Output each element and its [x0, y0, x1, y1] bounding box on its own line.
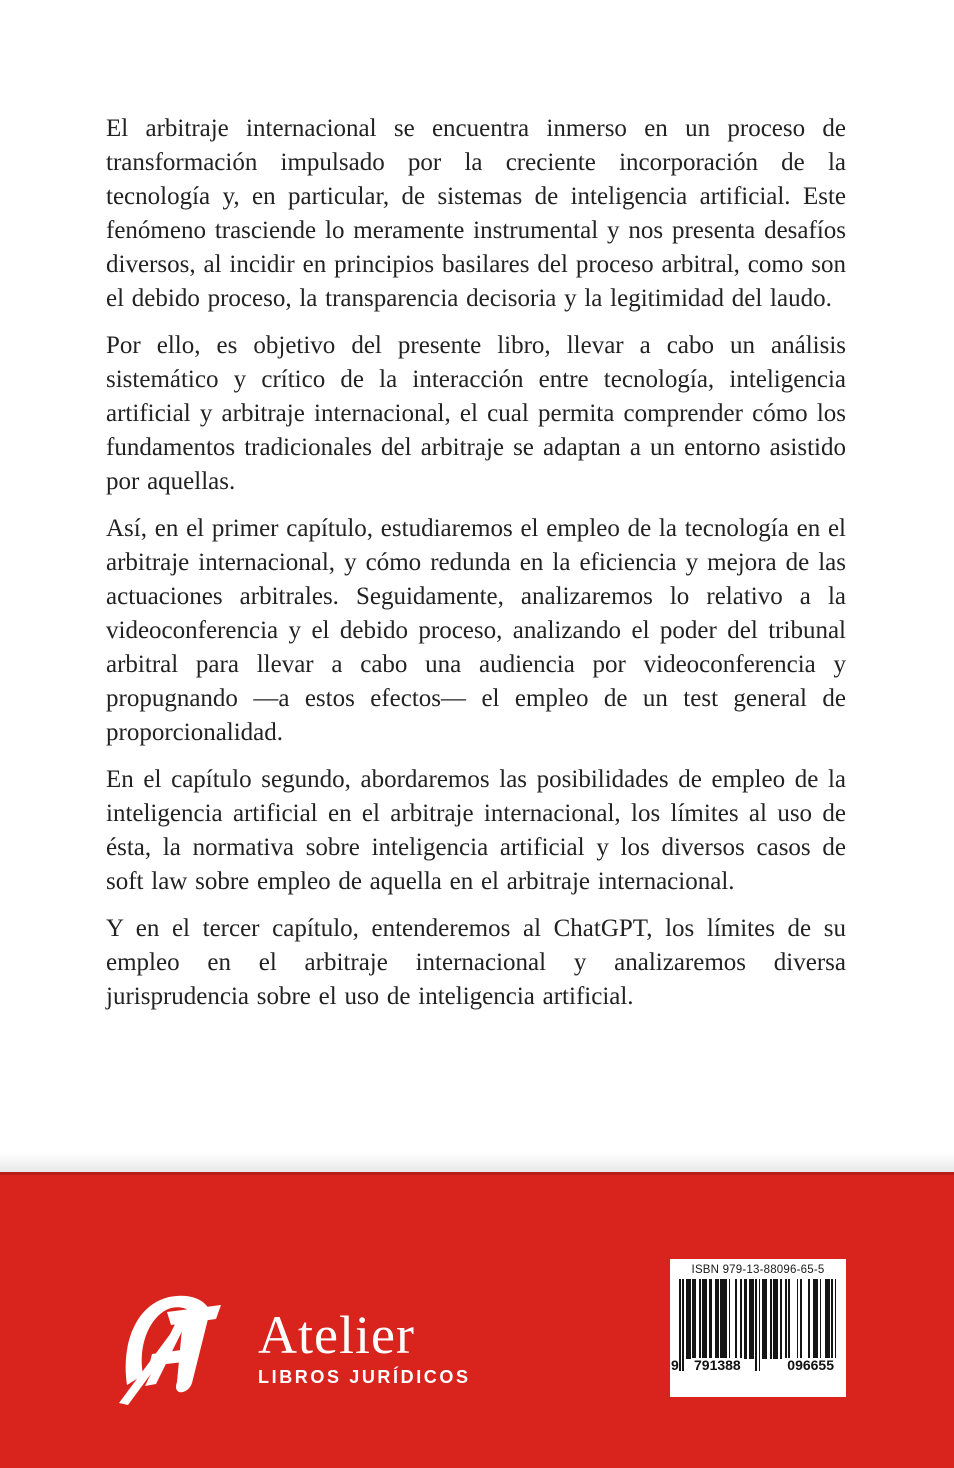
publisher-band	[0, 1172, 954, 1468]
isbn-label: ISBN 979-13-88096-65-5	[691, 1264, 825, 1276]
synopsis-paragraph: Por ello, es objetivo del presente libro, llevar a cabo un análisis sistemático y crítico de la interacción entre tecnología, inteligencia artificial y arbitraje internacional, el cual permita comprender cómo los fundamentos tradicionales del arbitraje se adaptan a un entorno asistido por aquellas.	[106, 332, 846, 495]
barcode-digit-group: 9	[671, 1357, 679, 1373]
barcode-digit-group: 791388	[691, 1358, 744, 1372]
barcode-digit-group: 096655	[784, 1358, 837, 1372]
publisher-name: Atelier	[258, 1305, 415, 1365]
synopsis-paragraph: Así, en el primer capítulo, estudiaremos el empleo de la tecnología en el arbitraje internacional, y cómo redunda en la eficiencia y mejora de las actuaciones arbitrales. Seguidamente, analizaremos lo relativo a la videoconferencia y el debido proceso, analizando el poder del tribunal arbitral para llevar a cabo una audiencia por videoconferencia y propugnando —a estos efectos— el empleo de un test general de proporcionalidad.	[106, 515, 846, 746]
publisher-logo	[116, 1291, 471, 1405]
synopsis-paragraph: En el capítulo segundo, abordaremos las posibilidades de empleo de la inteligencia artificial en el arbitraje internacional, los límites al uso de ésta, la normativa sobre inteligencia artificial y los diversos casos de soft law sobre empleo de aquella en el arbitraje internacional.	[106, 766, 846, 895]
synopsis-paragraph: El arbitraje internacional se encuentra inmerso en un proceso de transformación impulsado por la creciente incorporación de la tecnología y, en particular, de sistemas de inteligencia artificial. Este fenómeno trasciende lo meramente instrumental y nos presenta desafíos diversos, al incidir en principios basilares del proceso arbitral, como son el debido proceso, la transparencia decisoria y la legitimidad del laudo.	[106, 115, 846, 312]
atelier-a-monogram-icon	[116, 1291, 242, 1405]
barcode-number	[671, 1357, 837, 1373]
isbn-barcode	[670, 1259, 846, 1397]
publisher-tagline: LIBROS JURÍDICOS	[258, 1367, 471, 1387]
publisher-logo-text	[258, 1305, 471, 1388]
synopsis	[106, 112, 846, 1027]
synopsis-paragraph: Y en el tercer capítulo, entenderemos al ChatGPT, los límites de su empleo en el arbitraje internacional y analizaremos diversa jurisprudencia sobre el uso de inteligencia artificial.	[106, 915, 846, 1010]
band-top-shadow	[0, 1153, 954, 1172]
